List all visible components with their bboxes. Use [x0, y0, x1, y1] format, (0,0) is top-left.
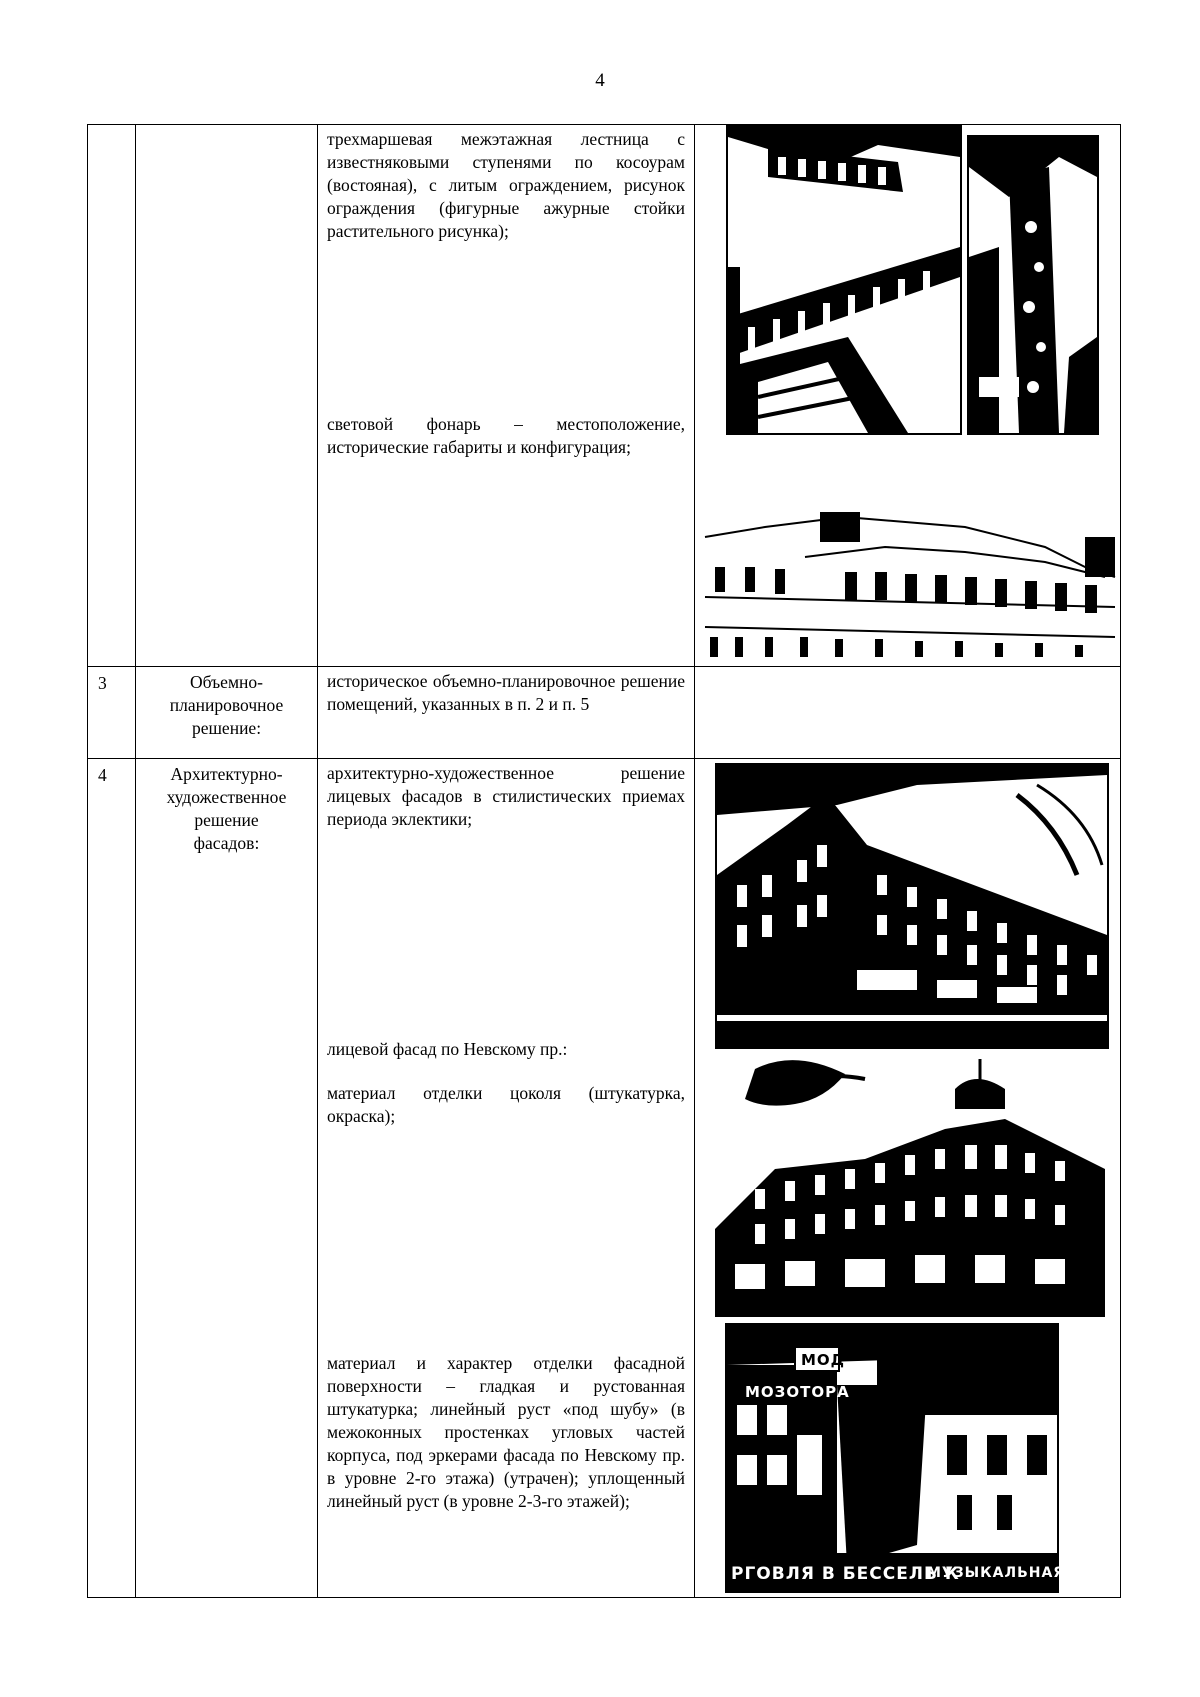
category-line: художественное: [166, 787, 287, 807]
row-number-cell: [88, 125, 136, 667]
sign-text: РГОВЛЯ В БЕССЕЛЬ К: [731, 1564, 960, 1584]
page-number: 4: [595, 70, 605, 91]
row-number-cell: 3: [88, 667, 136, 759]
facade-finish-text: материал и характер отделки фасадной поверхности – гладкая и рустованная штукатурка; линейный руст «под шубу» (в межоконных простенках угловых частей корпуса, под эркерами фасада по Невскому пр. в уровне 2-го этажа) (утрачен); уплощенный линейный руст (в уровне 2-3-го этажей);: [327, 1353, 685, 1511]
category-line: Архитектурно-: [170, 764, 283, 784]
description-cell: [318, 759, 695, 1598]
sign-text: МУЗЫКАЛЬНАЯ ТОР: [927, 1565, 1106, 1581]
plinth-material-text: материал отделки цоколя (штукатурка, окраска);: [327, 1083, 685, 1126]
description-cell: [318, 667, 695, 759]
sign-text: МОЗОТОРА: [745, 1383, 850, 1401]
sign-text: МОД: [801, 1351, 846, 1369]
corner-building-photo: [715, 763, 1109, 1049]
staircase-photo: [726, 125, 962, 435]
table-row-3: [88, 667, 1121, 759]
photo-cell: [695, 667, 1121, 759]
table-row-interior: [88, 125, 1121, 667]
domed-corner-photo: [715, 1049, 1105, 1317]
row-number-cell: 4: [88, 759, 136, 1598]
description-cell: [318, 125, 695, 667]
category-line: решение:: [191, 718, 262, 738]
monument-subject-table: [87, 124, 1121, 1598]
category-line: планировочное: [169, 695, 284, 715]
volume-planning-text: историческое объемно-планировочное решение помещений, указанных в п. 2 и п. 5: [327, 671, 685, 714]
shop-signs-photo: [725, 1323, 1106, 1593]
category-line: Объемно-: [190, 672, 263, 692]
stair-railing-photo: [967, 135, 1099, 435]
photo-cell: [695, 759, 1121, 1598]
nevsky-facade-text: лицевой фасад по Невскому пр.:: [327, 1039, 568, 1059]
staircase-text: трехмаршевая межэтажная лестница с известняковыми ступенями по косоурам (востояная), с литым ограждением, рисунок ограждения (фигурные ажурные стойки растительного рисунка);: [327, 129, 685, 241]
category-line: фасадов:: [193, 833, 260, 853]
table-row-4: [88, 759, 1121, 1598]
category-cell: [136, 759, 318, 1598]
category-cell: [136, 125, 318, 667]
facade-style-text: архитектурно-художественное решение лицевых фасадов в стилистических приемах периода эклектики;: [327, 763, 685, 829]
skylight-building-photo: [705, 497, 1115, 657]
category-line: решение: [194, 810, 259, 830]
skylight-text: световой фонарь – местоположение, исторические габариты и конфигурация;: [327, 414, 685, 457]
photo-cell: [695, 125, 1121, 667]
category-cell: [136, 667, 318, 759]
